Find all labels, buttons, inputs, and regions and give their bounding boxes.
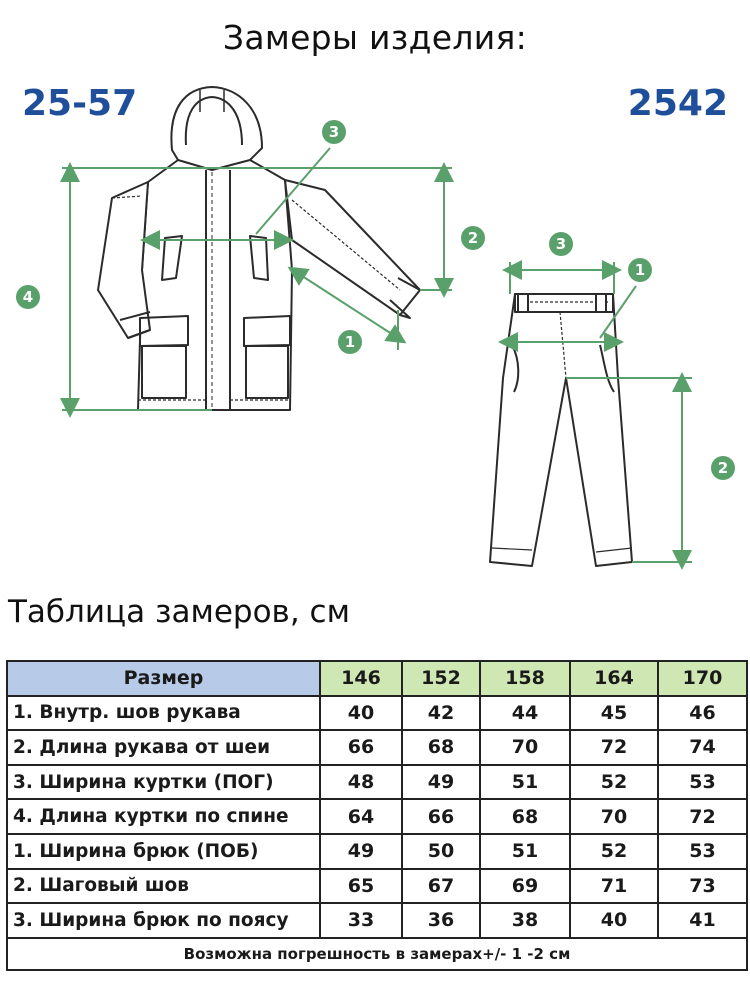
table-cell: 67 — [402, 869, 480, 904]
table-cell: 68 — [402, 730, 480, 765]
table-row — [7, 799, 747, 834]
measurement-label: 1. Внутр. шов рукава — [7, 696, 320, 731]
table-cell: 48 — [320, 765, 402, 800]
table-cell: 72 — [570, 730, 658, 765]
table-cell: 52 — [570, 765, 658, 800]
measurement-label: 2. Длина рукава от шеи — [7, 730, 320, 765]
table-row — [7, 869, 747, 904]
table-cell: 33 — [320, 903, 402, 938]
table-cell: 36 — [402, 903, 480, 938]
marker-jacket-1 — [338, 330, 362, 354]
table-cell: 45 — [570, 696, 658, 731]
table-cell: 66 — [320, 730, 402, 765]
table-row — [7, 903, 747, 938]
size-header: 158 — [480, 661, 570, 696]
model-code-right: 2542 — [627, 83, 728, 124]
measurement-label: 3. Ширина брюк по поясу — [7, 903, 320, 938]
table-cell: 53 — [658, 765, 747, 800]
svg-text:2: 2 — [467, 229, 479, 247]
table-cell: 51 — [480, 765, 570, 800]
size-table — [6, 660, 748, 971]
tolerance-note: Возможна погрешность в замерах+/- 1 -2 см — [7, 938, 747, 970]
svg-text:1: 1 — [344, 333, 356, 351]
table-row — [7, 730, 747, 765]
table-row — [7, 834, 747, 869]
measurement-label: 4. Длина куртки по спине — [7, 799, 320, 834]
table-cell: 50 — [402, 834, 480, 869]
table-cell: 42 — [402, 696, 480, 731]
svg-text:3: 3 — [328, 123, 340, 141]
jacket-drawing — [98, 87, 420, 410]
table-cell: 69 — [480, 869, 570, 904]
size-header: 146 — [320, 661, 402, 696]
table-cell: 41 — [658, 903, 747, 938]
size-header: 164 — [570, 661, 658, 696]
table-cell: 71 — [570, 869, 658, 904]
measurement-label: 2. Шаговый шов — [7, 869, 320, 904]
size-header: 170 — [658, 661, 747, 696]
size-header-label: Размер — [7, 661, 320, 696]
measurement-label: 3. Ширина куртки (ПОГ) — [7, 765, 320, 800]
garment-diagram — [0, 70, 750, 580]
table-cell: 73 — [658, 869, 747, 904]
marker-pants-2 — [711, 456, 735, 480]
table-cell: 51 — [480, 834, 570, 869]
size-header: 152 — [402, 661, 480, 696]
model-code-left: 25-57 — [22, 83, 138, 124]
svg-text:3: 3 — [555, 235, 567, 253]
marker-jacket-2 — [461, 226, 485, 250]
table-note-row — [7, 938, 747, 970]
table-cell: 70 — [480, 730, 570, 765]
table-row — [7, 696, 747, 731]
measurement-label: 1. Ширина брюк (ПОБ) — [7, 834, 320, 869]
marker-pants-3 — [549, 232, 573, 256]
table-cell: 74 — [658, 730, 747, 765]
table-caption: Таблица замеров, см — [8, 594, 350, 630]
table-row — [7, 765, 747, 800]
svg-text:4: 4 — [22, 288, 34, 306]
page-title: Замеры изделия: — [222, 18, 528, 57]
table-cell: 72 — [658, 799, 747, 834]
svg-text:1: 1 — [634, 261, 646, 279]
marker-jacket-4 — [16, 285, 40, 309]
marker-pants-1 — [628, 258, 652, 282]
pants-drawing — [490, 294, 632, 566]
table-cell: 52 — [570, 834, 658, 869]
table-cell: 40 — [570, 903, 658, 938]
table-cell: 38 — [480, 903, 570, 938]
table-cell: 49 — [320, 834, 402, 869]
table-cell: 49 — [402, 765, 480, 800]
table-cell: 68 — [480, 799, 570, 834]
table-cell: 65 — [320, 869, 402, 904]
table-cell: 64 — [320, 799, 402, 834]
table-cell: 66 — [402, 799, 480, 834]
marker-jacket-3 — [322, 120, 346, 144]
table-cell: 40 — [320, 696, 402, 731]
table-cell: 53 — [658, 834, 747, 869]
svg-text:2: 2 — [717, 459, 729, 477]
table-cell: 44 — [480, 696, 570, 731]
table-cell: 46 — [658, 696, 747, 731]
table-cell: 70 — [570, 799, 658, 834]
table-header-row — [7, 661, 747, 696]
